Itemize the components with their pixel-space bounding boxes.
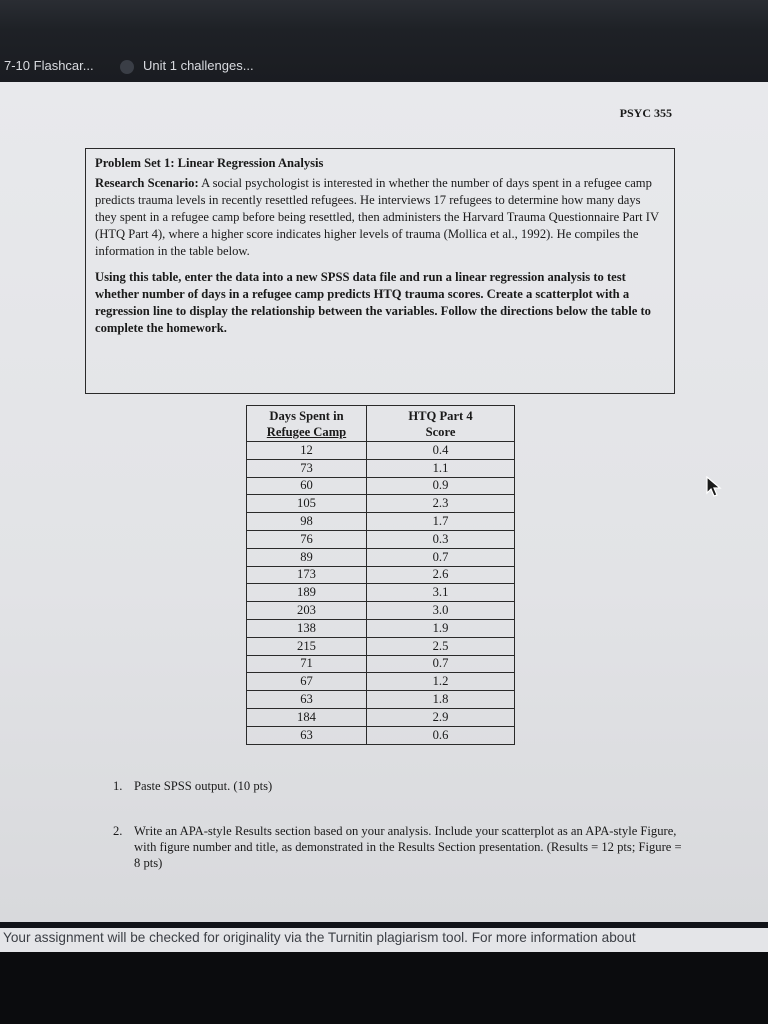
cell-htq-score: 1.2 bbox=[367, 673, 515, 691]
cell-htq-score: 2.6 bbox=[367, 566, 515, 584]
course-code: PSYC 355 bbox=[619, 106, 672, 120]
table-row bbox=[247, 584, 515, 602]
research-scenario bbox=[95, 175, 665, 260]
header-days-spent bbox=[247, 406, 367, 442]
table-row bbox=[247, 459, 515, 477]
cell-htq-score: 1.1 bbox=[367, 459, 515, 477]
cell-htq-score: 0.6 bbox=[367, 726, 515, 744]
cell-htq-score: 1.9 bbox=[367, 619, 515, 637]
cell-days: 184 bbox=[247, 708, 367, 726]
table-row bbox=[247, 530, 515, 548]
cell-days: 105 bbox=[247, 495, 367, 513]
cell-days: 89 bbox=[247, 548, 367, 566]
cell-htq-score: 2.5 bbox=[367, 637, 515, 655]
cell-days: 98 bbox=[247, 513, 367, 531]
screen-bezel bbox=[0, 952, 768, 1024]
question-number: 1. bbox=[113, 779, 123, 793]
table-row bbox=[247, 442, 515, 460]
cell-htq-score: 3.1 bbox=[367, 584, 515, 602]
cell-htq-score: 0.7 bbox=[367, 548, 515, 566]
question-text: Paste SPSS output. (10 pts) bbox=[134, 779, 273, 793]
table-body bbox=[247, 442, 515, 745]
instructions: Using this table, enter the data into a new SPSS data file and run a linear regression analysis to test whether number of days in a refugee camp predicts HTQ trauma scores. Create a scatterplot with a regression line to display the relationship between the variables. Follow the directions below the table to complete the homework. bbox=[95, 270, 651, 335]
table-row bbox=[247, 602, 515, 620]
header-days-line-1: Days Spent in bbox=[269, 408, 344, 423]
table-row bbox=[247, 513, 515, 531]
cell-htq-score: 1.8 bbox=[367, 691, 515, 709]
cell-days: 63 bbox=[247, 726, 367, 744]
browser-bookmarks-bar bbox=[0, 0, 768, 82]
table-row bbox=[247, 691, 515, 709]
cell-days: 63 bbox=[247, 691, 367, 709]
question-text: Write an APA-style Results section based on your analysis. Include your scatterplot as an APA-style Figure, with figure number and title, as demonstrated in the Results Section presentation. (Results = 12 pts; Figure = 8 pts) bbox=[134, 824, 682, 870]
problem-title: Problem Set 1: Linear Regression Analysis bbox=[95, 156, 324, 170]
data-table bbox=[246, 405, 515, 745]
header-days-line-2: Refugee Camp bbox=[266, 424, 347, 439]
cell-days: 12 bbox=[247, 442, 367, 460]
table-header-row bbox=[247, 406, 515, 442]
table-row bbox=[247, 566, 515, 584]
header-htq-line-2: Score bbox=[425, 424, 456, 439]
cell-days: 71 bbox=[247, 655, 367, 673]
bookmark-favicon-icon bbox=[120, 60, 134, 74]
cell-htq-score: 2.9 bbox=[367, 708, 515, 726]
cell-htq-score: 0.9 bbox=[367, 477, 515, 495]
bookmark-unit-1-challenges[interactable]: Unit 1 challenges... bbox=[143, 58, 254, 73]
question-1 bbox=[113, 778, 673, 796]
document-page bbox=[0, 82, 768, 922]
cell-htq-score: 1.7 bbox=[367, 513, 515, 531]
table-row bbox=[247, 477, 515, 495]
cell-days: 138 bbox=[247, 619, 367, 637]
cell-days: 203 bbox=[247, 602, 367, 620]
header-htq-line-1: HTQ Part 4 bbox=[408, 408, 473, 423]
cell-htq-score: 0.3 bbox=[367, 530, 515, 548]
mouse-pointer-icon bbox=[706, 476, 722, 498]
question-2 bbox=[113, 823, 683, 875]
table-row bbox=[247, 619, 515, 637]
table-row bbox=[247, 655, 515, 673]
cell-days: 67 bbox=[247, 673, 367, 691]
cell-htq-score: 2.3 bbox=[367, 495, 515, 513]
cell-days: 173 bbox=[247, 566, 367, 584]
question-number: 2. bbox=[113, 824, 123, 838]
table-row bbox=[247, 548, 515, 566]
cell-days: 76 bbox=[247, 530, 367, 548]
header-htq-score bbox=[367, 406, 515, 442]
cell-days: 215 bbox=[247, 637, 367, 655]
table-row bbox=[247, 708, 515, 726]
cell-htq-score: 0.4 bbox=[367, 442, 515, 460]
problem-box bbox=[85, 148, 675, 394]
originality-notice: Your assignment will be checked for originality via the Turnitin plagiarism tool. For more information about bbox=[0, 928, 768, 952]
bookmark-flashcards[interactable]: 7-10 Flashcar... bbox=[4, 58, 94, 73]
table-row bbox=[247, 495, 515, 513]
cell-days: 189 bbox=[247, 584, 367, 602]
scenario-text: A social psychologist is interested in whether the number of days spent in a refugee camp predicts trauma levels in recently resettled refugees. He interviews 17 refugees to determine how many days they spent in a refugee camp before being resettled, then administers the Harvard Trauma Questionnaire Part IV (HTQ Part 4), where a higher score indicates higher levels of trauma (Mollica et al., 1992). He compiles the information in the table below. bbox=[95, 176, 659, 258]
table-row bbox=[247, 673, 515, 691]
cell-htq-score: 3.0 bbox=[367, 602, 515, 620]
cell-days: 73 bbox=[247, 459, 367, 477]
table-row bbox=[247, 726, 515, 744]
scenario-label: Research Scenario: bbox=[95, 176, 199, 190]
cell-days: 60 bbox=[247, 477, 367, 495]
table-row bbox=[247, 637, 515, 655]
cell-htq-score: 0.7 bbox=[367, 655, 515, 673]
